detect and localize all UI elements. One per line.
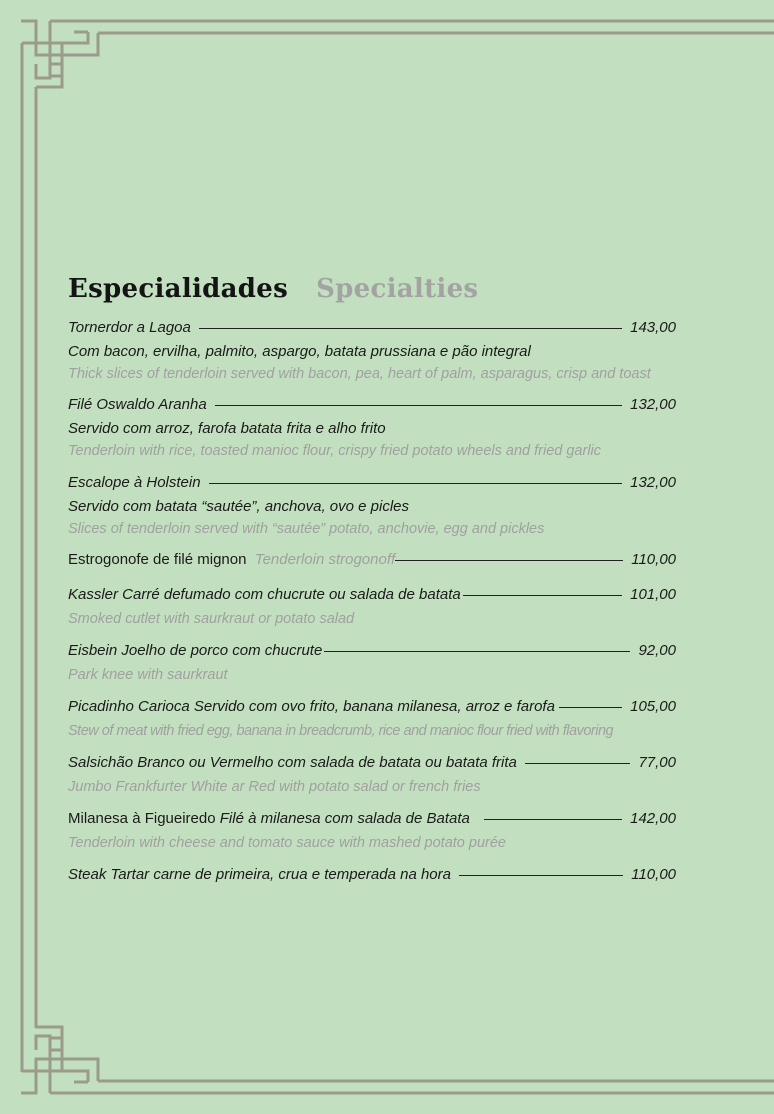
item-name: Filé Oswaldo Aranha bbox=[68, 396, 207, 413]
leader-line bbox=[463, 595, 622, 596]
item-name: Escalope à Holstein bbox=[68, 474, 201, 491]
item-description-en: Park knee with saurkraut bbox=[68, 667, 228, 683]
item-description-en: Slices of tenderloin served with “sautée” potato, anchovie, egg and pickles bbox=[68, 521, 545, 537]
item-name: Estrogonofe de filé mignon bbox=[68, 551, 247, 568]
item-description-en: Smoked cutlet with saurkraut or potato salad bbox=[68, 611, 355, 627]
menu-item bbox=[68, 474, 676, 540]
leader-line bbox=[525, 763, 631, 764]
item-name: Tornerdor a Lagoa bbox=[68, 319, 191, 336]
menu-item bbox=[68, 698, 676, 742]
item-description-en: Tenderloin with cheese and tomato sauce with mashed potato purée bbox=[68, 835, 506, 851]
item-price: 132,00 bbox=[630, 396, 676, 413]
item-price: 132,00 bbox=[630, 474, 676, 491]
leader-line bbox=[395, 560, 623, 561]
menu-item bbox=[68, 396, 676, 462]
item-price: 142,00 bbox=[630, 810, 676, 827]
title-english: Specialties bbox=[316, 274, 479, 304]
leader-line bbox=[559, 707, 622, 708]
item-name-english: Tenderloin strogonoff bbox=[254, 551, 396, 568]
item-price: 77,00 bbox=[638, 754, 676, 771]
menu-item bbox=[68, 319, 676, 385]
leader-line bbox=[459, 875, 623, 876]
item-name-italic: Filé à milanesa com salada de Batata bbox=[219, 810, 470, 827]
menu-item bbox=[68, 586, 676, 630]
item-description-pt: Com bacon, ervilha, palmito, aspargo, batata prussiana e pão integral bbox=[68, 343, 531, 360]
menu-item bbox=[68, 642, 676, 686]
menu-item bbox=[68, 810, 676, 854]
item-name: Steak Tartar carne de primeira, crua e temperada na hora bbox=[68, 866, 451, 883]
item-price: 105,00 bbox=[630, 698, 676, 715]
menu-item bbox=[68, 866, 676, 888]
item-name: Milanesa à Figueiredo bbox=[68, 810, 216, 827]
item-description-en: Tenderloin with rice, toasted manioc flour, crispy fried potato wheels and fried garlic bbox=[68, 443, 602, 459]
item-price: 110,00 bbox=[631, 551, 676, 568]
item-price: 101,00 bbox=[630, 586, 676, 603]
title-portuguese: Especialidades bbox=[68, 274, 289, 304]
leader-line bbox=[215, 405, 622, 406]
leader-line bbox=[324, 651, 630, 652]
item-description-en: Jumbo Frankfurter White ar Red with potato salad or french fries bbox=[68, 779, 481, 795]
item-name: Picadinho Carioca Servido com ovo frito, banana milanesa, arroz e farofa bbox=[68, 698, 555, 715]
item-description-en: Stew of meat with fried egg, banana in breadcrumb, rice and manioc flour fried with flavoring bbox=[68, 723, 614, 739]
page-title bbox=[68, 274, 478, 304]
leader-line bbox=[199, 328, 622, 329]
item-name: Salsichão Branco ou Vermelho com salada de batata ou batata frita bbox=[68, 754, 517, 771]
item-name: Eisbein Joelho de porco com chucrute bbox=[68, 642, 323, 659]
menu-item bbox=[68, 754, 676, 798]
item-price: 110,00 bbox=[631, 866, 676, 883]
item-description-pt: Servido com arroz, farofa batata frita e alho frito bbox=[68, 420, 386, 437]
menu-item bbox=[68, 551, 676, 573]
item-price: 92,00 bbox=[638, 642, 676, 659]
leader-line bbox=[209, 483, 623, 484]
item-description-en: Thick slices of tenderloin served with bacon, pea, heart of palm, asparagus, crisp and toast bbox=[68, 366, 651, 382]
item-price: 143,00 bbox=[630, 319, 676, 336]
item-name: Kassler Carré defumado com chucrute ou salada de batata bbox=[68, 586, 461, 603]
leader-line bbox=[484, 819, 622, 820]
item-description-pt: Servido com batata “sautée”, anchova, ovo e picles bbox=[68, 498, 410, 515]
